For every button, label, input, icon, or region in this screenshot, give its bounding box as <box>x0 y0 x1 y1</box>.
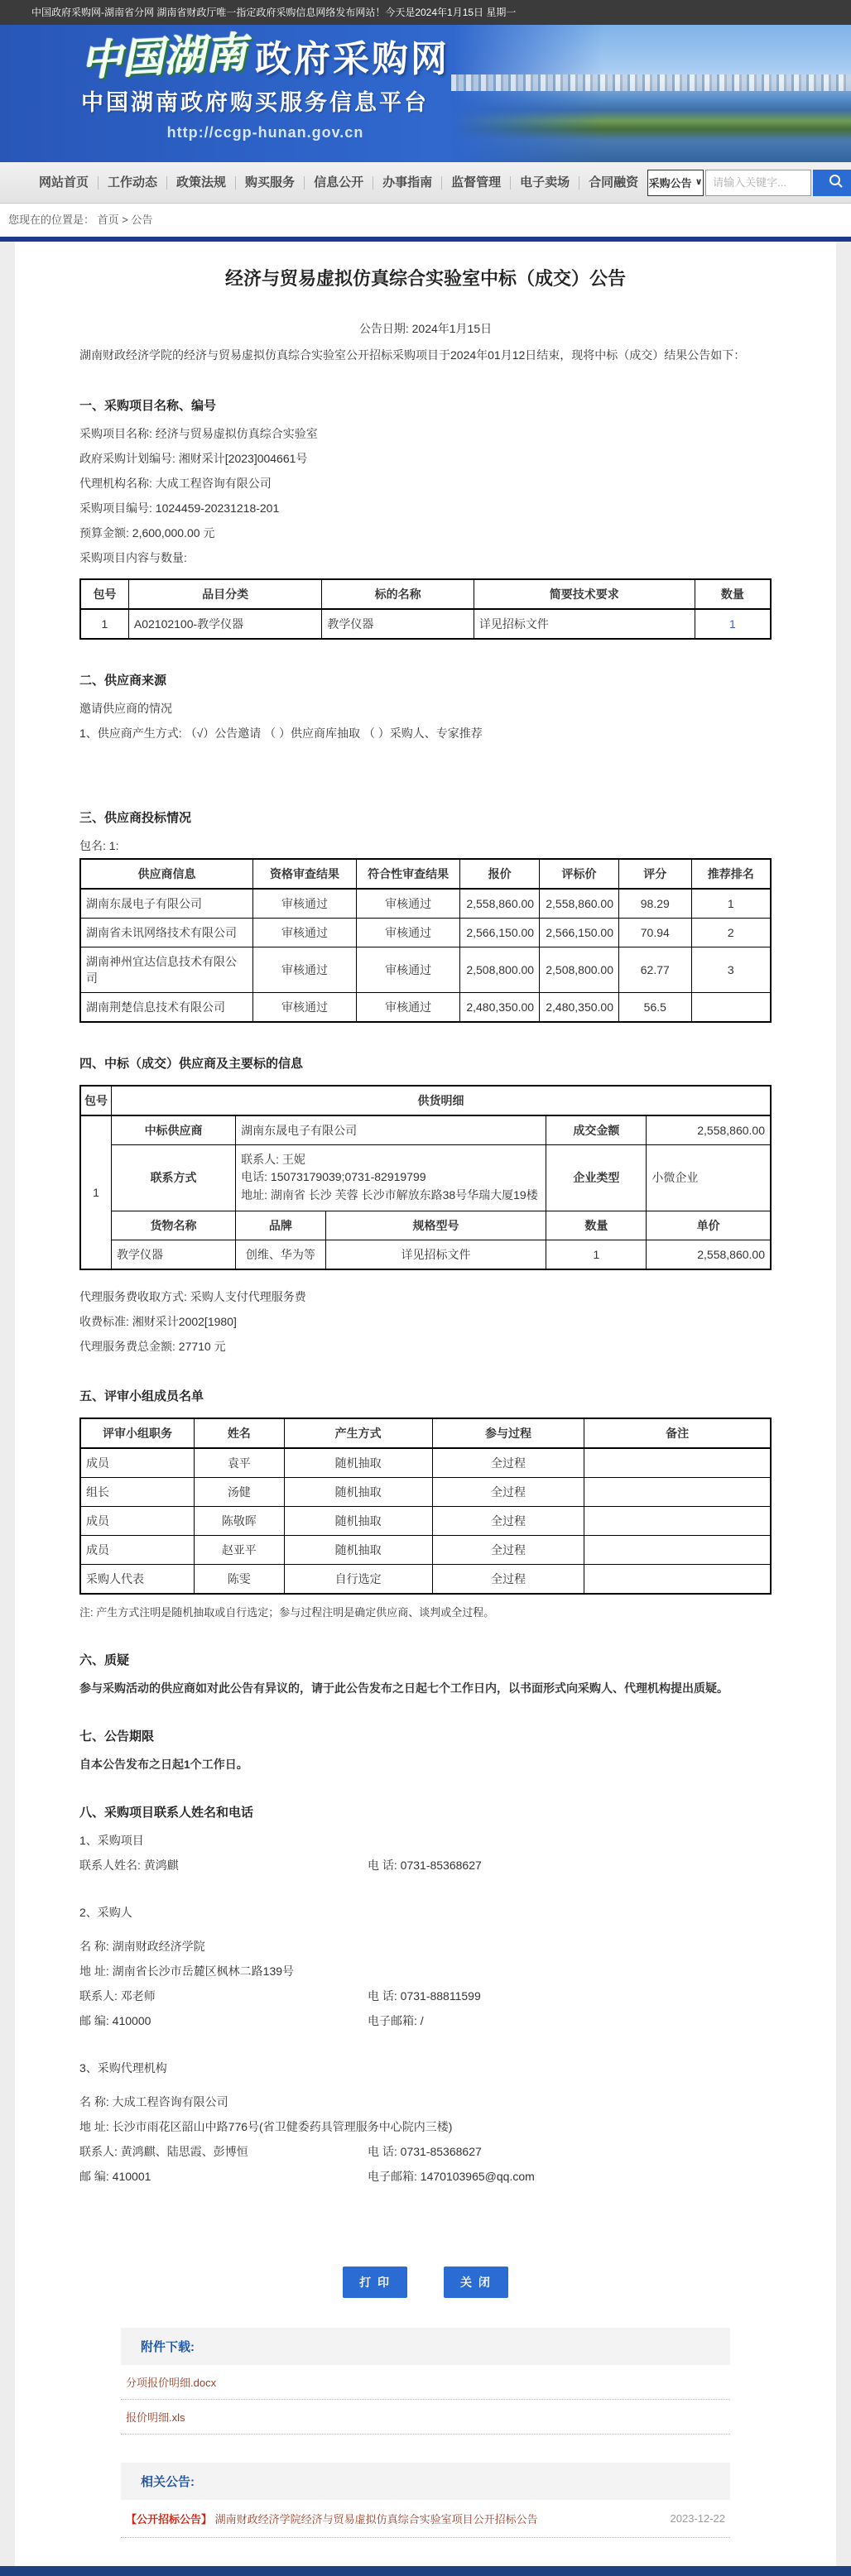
table-cell: 2,558,860.00 <box>540 889 619 919</box>
package-label: 包名: 1: <box>79 838 119 852</box>
plan-number-line: 政府采购计划编号: 湘财采计[2023]004661号 <box>79 451 308 465</box>
table-cell: 全过程 <box>432 1477 584 1506</box>
table-header-cell: 资格审查结果 <box>253 859 357 889</box>
notice-period-text: 自本公告发布之日起1个工作日。 <box>79 1757 248 1771</box>
table-row <box>80 1535 771 1564</box>
table-cell: 成员 <box>80 1448 195 1478</box>
agency-name: 名 称: 大成工程咨询有限公司 <box>79 2094 228 2108</box>
nav-item-contract-finance[interactable]: 合同融资 <box>589 175 639 189</box>
agency-name-line: 代理机构名称: 大成工程咨询有限公司 <box>79 476 272 490</box>
table-cell: 审核通过 <box>253 992 357 1022</box>
table-cell <box>584 1564 771 1594</box>
table-header-cell: 推荐排名 <box>691 859 771 889</box>
fee-total-line: 代理服务费总金额: 27710 元 <box>79 1339 226 1353</box>
supplier-name-cell: 湖南荆楚信息技术有限公司 <box>80 992 253 1022</box>
table-row <box>80 1564 771 1594</box>
section4-heading: 四、中标（成交）供应商及主要标的信息 <box>79 1056 304 1071</box>
announcement-type-tag: 【公开招标公告】 <box>126 2512 213 2526</box>
table-cell: 随机抽取 <box>284 1535 432 1564</box>
attachment-link[interactable]: 分项报价明细.docx <box>121 2365 730 2400</box>
table-row <box>80 889 771 919</box>
related-section <box>121 2463 730 2538</box>
table-cell: 成员 <box>80 1506 195 1535</box>
footer-bar <box>0 2566 851 2576</box>
table-header-cell: 备注 <box>584 1418 771 1448</box>
contact-phone: 电 话: 0731-85368627 <box>368 1858 482 1872</box>
project-name-line: 采购项目名称: 经济与贸易虚拟仿真综合实验室 <box>79 426 318 440</box>
nav-item-home[interactable]: 网站首页 <box>30 176 99 189</box>
table-cell <box>584 1477 771 1506</box>
table-header-cell: 参与过程 <box>432 1418 584 1448</box>
table-header-cell: 产生方式 <box>284 1418 432 1448</box>
table-cell: A02102100-教学仪器 <box>128 609 322 639</box>
contact-name: 联系人姓名: 黄鸿麒 <box>79 1858 179 1872</box>
agency-address: 地 址: 长沙市雨花区韶山中路776号(省卫健委药具管理服务中心院内三楼) <box>79 2119 453 2133</box>
table-row <box>80 1115 771 1145</box>
content-panel <box>15 242 836 2566</box>
section3-heading: 三、供应商投标情况 <box>79 810 192 825</box>
award-table <box>79 1085 772 1270</box>
table-cell: 教学仪器 <box>322 609 474 639</box>
nav-item-info-disclosure[interactable]: 信息公开 <box>305 176 373 189</box>
table-row <box>80 1506 771 1535</box>
attachments-heading: 附件下载: <box>121 2328 730 2365</box>
table-header-row <box>80 1418 771 1448</box>
search-icon <box>828 173 844 192</box>
table-row <box>80 1477 771 1506</box>
contact-person-line: 联系人: 王妮 <box>241 1152 305 1166</box>
table-cell: 袁平 <box>195 1448 284 1478</box>
table-header-cell: 供货明细 <box>112 1086 771 1115</box>
search-category-value: 采购公告 <box>648 177 692 189</box>
table-header-cell: 符合性审查结果 <box>357 859 460 889</box>
table-row <box>80 1448 771 1478</box>
contact-group3-label: 3、采购代理机构 <box>79 2060 167 2075</box>
goods-cell: 教学仪器 <box>112 1240 236 1269</box>
topbar <box>0 0 851 25</box>
related-announcement-row <box>121 2500 730 2538</box>
table-cell: 审核通过 <box>253 947 357 992</box>
contact-row <box>79 1989 772 2003</box>
search-category-select[interactable] <box>647 170 704 196</box>
city-skyline-graphic <box>451 74 851 91</box>
goods-header-cell: 规格型号 <box>325 1211 546 1240</box>
goods-cell: 2,558,860.00 <box>647 1240 771 1269</box>
nav-item-policy[interactable]: 政策法规 <box>167 176 236 189</box>
purchaser-zip: 邮 编: 410000 <box>79 2013 151 2027</box>
goods-header-cell: 品牌 <box>236 1211 325 1240</box>
table-cell: 全过程 <box>432 1564 584 1594</box>
table-cell: 随机抽取 <box>284 1477 432 1506</box>
table-cell: 70.94 <box>619 918 692 947</box>
supplier-name-cell: 湖南神州宜达信息技术有限公司 <box>80 947 253 992</box>
table-cell: 审核通过 <box>357 992 460 1022</box>
table-cell <box>584 1448 771 1478</box>
table-cell: 陈雯 <box>195 1564 284 1594</box>
nav-item-supervision[interactable]: 监督管理 <box>442 176 511 189</box>
table-cell: 1 <box>695 609 771 639</box>
contact-group2-label: 2、采购人 <box>79 1905 132 1919</box>
table-header-cell: 品目分类 <box>128 579 322 609</box>
related-announcement-title: 湖南财政经济学院经济与贸易虚拟仿真综合实验室项目公开招标公告 <box>214 2512 538 2526</box>
table-row <box>80 947 771 992</box>
table-header-row <box>80 1086 771 1115</box>
table-cell: 全过程 <box>432 1535 584 1564</box>
page-background <box>0 242 851 2566</box>
objection-text: 参与采购活动的供应商如对此公告有异议的，请于此公告发布之日起七个工作日内，以书面形式向采购人、代理机构提出质疑。 <box>79 1681 728 1695</box>
banner <box>0 25 851 162</box>
review-note: 注: 产生方式注明是随机抽取或自行选定；参与过程注明是确定供应商、谈判或全过程。 <box>79 1605 495 1619</box>
table-cell: 2,558,860.00 <box>460 889 540 919</box>
table-cell: 1 <box>691 889 771 919</box>
section2-heading: 二、供应商来源 <box>79 673 167 688</box>
table-cell: 62.77 <box>619 947 692 992</box>
goods-cell: 创维、华为等 <box>236 1240 325 1269</box>
nav-item-guide[interactable]: 办事指南 <box>373 176 442 189</box>
amount-cell: 2,558,860.00 <box>647 1115 771 1145</box>
table-header-cell: 姓名 <box>195 1418 284 1448</box>
table-row <box>80 1240 771 1269</box>
table-cell: 自行选定 <box>284 1564 432 1594</box>
nav-item-purchase-service[interactable]: 购买服务 <box>236 176 305 189</box>
purchaser-phone: 电 话: 0731-88811599 <box>368 1988 481 2003</box>
table-cell <box>691 992 771 1022</box>
project-number-line: 采购项目编号: 1024459-20231218-201 <box>79 501 280 515</box>
table-cell: 2 <box>691 918 771 947</box>
purchaser-contact: 联系人: 邓老师 <box>79 1988 156 2003</box>
contact-phone-line: 电话: 15073179039;0731-82919799 <box>241 1170 426 1184</box>
supplier-name-cell: 湖南东晟电子有限公司 <box>236 1115 546 1145</box>
table-cell: 2,566,150.00 <box>540 918 619 947</box>
print-button[interactable]: 打 印 <box>343 2267 407 2298</box>
table-cell: 汤健 <box>195 1477 284 1506</box>
close-button[interactable]: 关 闭 <box>444 2267 508 2298</box>
table-header-cell: 评分 <box>619 859 692 889</box>
invite-supplier-label: 邀请供应商的情况 <box>79 701 172 715</box>
blank-cell <box>368 2095 772 2109</box>
agency-email: 电子邮箱: 1470103965@qq.com <box>368 2169 535 2183</box>
table-cell <box>584 1535 771 1564</box>
search-input[interactable] <box>705 170 811 196</box>
table-cell: 3 <box>691 947 771 992</box>
table-cell <box>584 1506 771 1535</box>
contact-row <box>79 1940 772 1954</box>
contact-row <box>79 2014 772 2028</box>
table-cell: 2,508,800.00 <box>540 947 619 992</box>
goods-cell: 1 <box>546 1240 647 1269</box>
goods-cell: 详见招标文件 <box>325 1240 546 1269</box>
table-cell: 陈敬晖 <box>195 1506 284 1535</box>
table-header-cell: 简要技术要求 <box>474 579 695 609</box>
table-cell: 2,508,800.00 <box>460 947 540 992</box>
table-cell: 赵亚平 <box>195 1535 284 1564</box>
goods-header-cell: 单价 <box>647 1211 771 1240</box>
goods-header-cell: 货物名称 <box>112 1211 236 1240</box>
content-quantity-label: 采购项目内容与数量: <box>79 550 187 564</box>
purchaser-email: 电子邮箱: / <box>368 2013 424 2027</box>
table-cell: 成员 <box>80 1535 195 1564</box>
search-button[interactable] <box>813 170 851 196</box>
contact-label-cell: 联系方式 <box>112 1144 236 1211</box>
table-row <box>80 918 771 947</box>
table-cell: 审核通过 <box>253 889 357 919</box>
topbar-text: 中国政府采购网-湖南省分网 湖南省财政厅唯一指定政府采购信息网络发布网站！今天是2024年1月15日 星期一 <box>31 7 517 18</box>
banner-city-photo <box>451 25 851 162</box>
table-cell: 2,566,150.00 <box>460 918 540 947</box>
supplier-name-cell: 湖南东晟电子有限公司 <box>80 889 253 919</box>
table-cell: 98.29 <box>619 889 692 919</box>
agency-phone: 电 话: 0731-85368627 <box>368 2144 482 2158</box>
bid-table <box>79 858 772 1023</box>
supplier-source-line: 1、供应商产生方式: （√）公告邀请 （ ）供应商库抽取 （ ）采购人、专家推荐 <box>79 726 483 740</box>
table-cell: 详见招标文件 <box>474 609 695 639</box>
contact-address-line: 地址: 湖南省 长沙 芙蓉 长沙市解放东路38号华瑞大厦19楼 <box>241 1188 538 1202</box>
site-url: http://ccgp-hunan.gov.cn <box>166 124 364 141</box>
enterprise-type-cell: 小微企业 <box>647 1144 771 1211</box>
logo-calligraphy-text: 中国湖南 <box>79 29 248 85</box>
table-cell: 1 <box>80 609 128 639</box>
project-content-table <box>79 578 772 640</box>
section8-heading: 八、采购项目联系人姓名和电话 <box>79 1805 254 1820</box>
breadcrumb-prefix: 您现在的位置是： <box>8 213 95 226</box>
table-cell: 2,480,350.00 <box>540 992 619 1022</box>
table-header-row <box>80 859 771 889</box>
contact-group1-label: 1、采购项目 <box>79 1833 144 1847</box>
nav-item-e-market[interactable]: 电子卖场 <box>511 176 579 189</box>
announcement-intro: 湖南财政经济学院的经济与贸易虚拟仿真综合实验室公开招标采购项目于2024年01月12日结束，现将中标（成交）结果公告如下： <box>79 348 746 362</box>
agency-contact: 联系人: 黄鸿麒、陆思霞、彭博恒 <box>79 2144 248 2158</box>
package-no-cell: 1 <box>80 1115 112 1269</box>
breadcrumb-separator: > <box>122 213 128 226</box>
table-header-row <box>80 579 771 609</box>
section1-heading: 一、采购项目名称、编号 <box>79 398 217 413</box>
table-header-row <box>80 1211 771 1240</box>
logo-main-text: 政府采购网 <box>255 39 450 79</box>
supplier-label-cell: 中标供应商 <box>112 1115 236 1145</box>
table-cell: 全过程 <box>432 1506 584 1535</box>
chevron-down-icon: ∨ <box>695 177 703 187</box>
table-cell: 2,480,350.00 <box>460 992 540 1022</box>
announcement-date: 公告日期: 2024年1月15日 <box>358 322 493 335</box>
table-row <box>80 609 771 639</box>
attachment-link[interactable]: 报价明细.xls <box>121 2400 730 2434</box>
purchaser-address: 地 址: 湖南省长沙市岳麓区枫林二路139号 <box>79 1964 295 1978</box>
supplier-name-cell: 湖南省未讯网络技术有限公司 <box>80 918 253 947</box>
table-row <box>80 1144 771 1211</box>
related-link[interactable] <box>126 2511 538 2526</box>
breadcrumb-current-link[interactable]: 公告 <box>131 213 153 226</box>
table-header-cell: 包号 <box>80 579 128 609</box>
table-cell: 全过程 <box>432 1448 584 1478</box>
contact-row <box>79 1964 772 1979</box>
budget-line: 预算金额: 2,600,000.00 元 <box>79 525 215 540</box>
section5-heading: 五、评审小组成员名单 <box>79 1389 204 1403</box>
table-header-cell: 数量 <box>695 579 771 609</box>
site-logo <box>79 29 450 142</box>
nav-item-news[interactable]: 工作动态 <box>99 176 167 189</box>
section7-heading: 七、公告期限 <box>79 1729 155 1744</box>
table-cell: 随机抽取 <box>284 1506 432 1535</box>
agency-zip: 邮 编: 410001 <box>79 2169 151 2183</box>
contact-row <box>79 2170 772 2184</box>
table-header-cell: 供应商信息 <box>80 859 253 889</box>
goods-header-cell: 数量 <box>546 1211 647 1240</box>
contact-row <box>79 2095 772 2109</box>
search-box <box>647 170 851 196</box>
blank-cell <box>368 1964 772 1979</box>
review-panel-table <box>79 1418 772 1595</box>
main-nav <box>0 162 851 204</box>
amount-label-cell: 成交金额 <box>546 1115 647 1145</box>
table-cell: 随机抽取 <box>284 1448 432 1478</box>
contact-row <box>79 2145 772 2159</box>
table-header-cell: 报价 <box>460 859 540 889</box>
table-header-cell: 包号 <box>80 1086 112 1115</box>
table-cell: 审核通过 <box>357 918 460 947</box>
breadcrumb <box>0 204 851 237</box>
table-header-cell: 评审小组职务 <box>80 1418 195 1448</box>
contact-row <box>79 2120 772 2134</box>
enterprise-label-cell: 企业类型 <box>546 1144 647 1211</box>
table-cell: 审核通过 <box>253 918 357 947</box>
table-cell: 56.5 <box>619 992 692 1022</box>
table-cell: 组长 <box>80 1477 195 1506</box>
action-buttons <box>79 2267 772 2298</box>
table-header-cell: 评标价 <box>540 859 619 889</box>
page-title: 经济与贸易虚拟仿真综合实验室中标（成交）公告 <box>224 268 626 289</box>
breadcrumb-home-link[interactable]: 首页 <box>97 213 119 226</box>
attachments-section <box>121 2328 730 2538</box>
contact-row <box>79 1859 772 1873</box>
blank-cell <box>368 1940 772 1954</box>
section6-heading: 六、质疑 <box>79 1653 130 1667</box>
purchaser-name: 名 称: 湖南财政经济学院 <box>79 1939 205 1953</box>
site-subtitle: 中国湖南政府购买服务信息平台 <box>81 90 429 115</box>
table-row <box>80 992 771 1022</box>
table-cell: 审核通过 <box>357 947 460 992</box>
related-announcement-date: 2023-12-22 <box>670 2511 725 2525</box>
fee-standard-line: 收费标准: 湘财采计2002[1980] <box>79 1314 237 1328</box>
table-header-cell: 标的名称 <box>322 579 474 609</box>
table-cell: 审核通过 <box>357 889 460 919</box>
table-cell: 采购人代表 <box>80 1564 195 1594</box>
contact-info-cell <box>236 1144 546 1211</box>
fee-method-line: 代理服务费收取方式: 采购人支付代理服务费 <box>79 1289 306 1303</box>
related-heading: 相关公告: <box>121 2463 730 2500</box>
